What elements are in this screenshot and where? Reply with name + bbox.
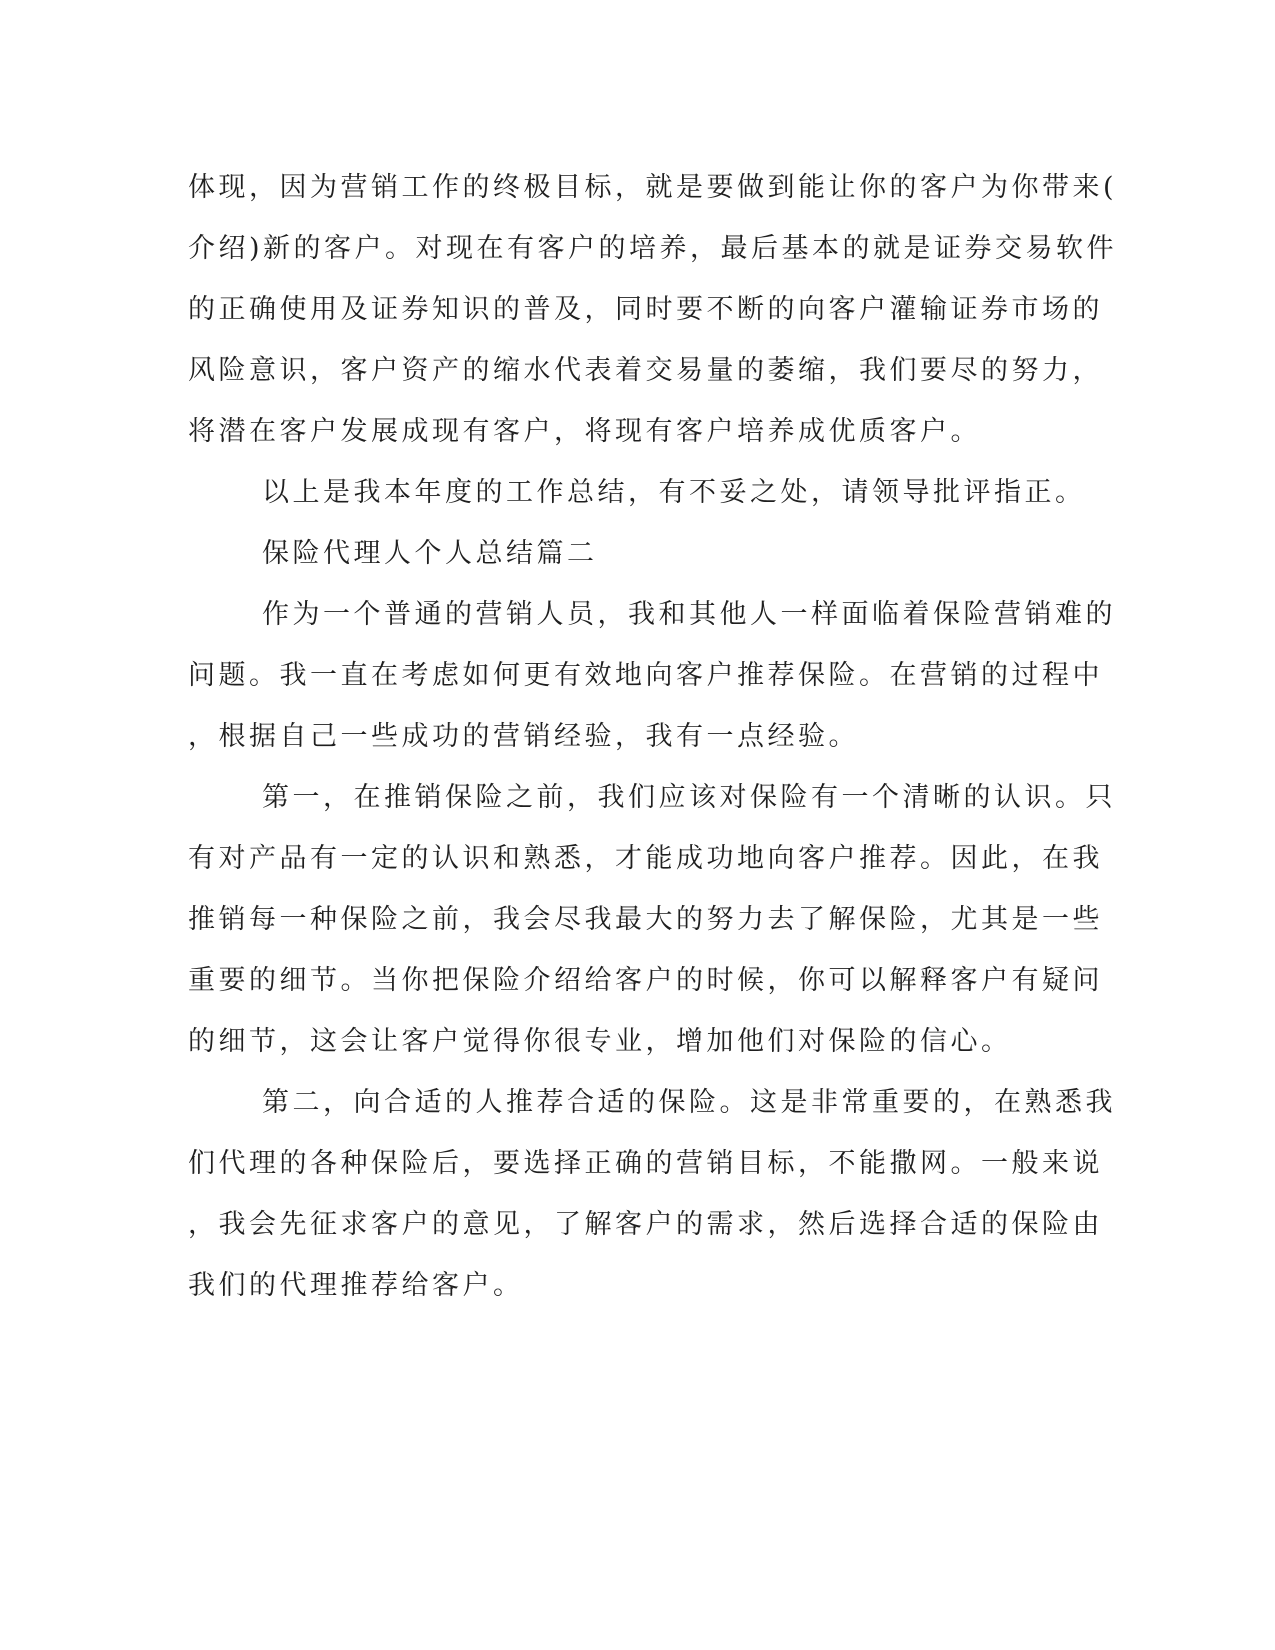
text-line: 将潜在客户发展成现有客户，将现有客户培养成优质客户。 bbox=[188, 416, 981, 447]
document-body bbox=[188, 157, 1118, 1316]
text-line: ，我会先征求客户的意见，了解客户的需求，然后选择合适的保险由 bbox=[188, 1209, 1103, 1240]
section-heading: 保险代理人个人总结篇二 bbox=[262, 538, 598, 569]
text-line: 问题。我一直在考虑如何更有效地向客户推荐保险。在营销的过程中 bbox=[188, 660, 1103, 691]
text-line: 体现，因为营销工作的终极目标，就是要做到能让你的客户为你带来( bbox=[188, 172, 1118, 203]
text-line: 重要的细节。当你把保险介绍给客户的时候，你可以解释客户有疑问 bbox=[188, 965, 1103, 996]
text-line: 介绍)新的客户。对现在有客户的培养，最后基本的就是证券交易软件 bbox=[188, 233, 1118, 264]
text-line: 风险意识，客户资产的缩水代表着交易量的萎缩，我们要尽的努力， bbox=[188, 355, 1103, 386]
text-line: 的细节，这会让客户觉得你很专业，增加他们对保险的信心。 bbox=[188, 1026, 1012, 1057]
text-line: 我们的代理推荐给客户。 bbox=[188, 1270, 524, 1301]
closing-line: 以上是我本年度的工作总结，有不妥之处，请领导批评指正。 bbox=[262, 477, 1086, 508]
text-line: 作为一个普通的营销人员，我和其他人一样面临着保险营销难的 bbox=[262, 599, 1116, 630]
text-line: 推销每一种保险之前，我会尽我最大的努力去了解保险，尤其是一些 bbox=[188, 904, 1103, 935]
text-line: ，根据自己一些成功的营销经验，我有一点经验。 bbox=[188, 721, 859, 752]
text-line: 第二，向合适的人推荐合适的保险。这是非常重要的，在熟悉我 bbox=[262, 1087, 1116, 1118]
text-line: 的正确使用及证券知识的普及，同时要不断的向客户灌输证券市场的 bbox=[188, 294, 1103, 325]
text-line: 第一，在推销保险之前，我们应该对保险有一个清晰的认识。只 bbox=[262, 782, 1116, 813]
text-line: 有对产品有一定的认识和熟悉，才能成功地向客户推荐。因此，在我 bbox=[188, 843, 1103, 874]
text-line: 们代理的各种保险后，要选择正确的营销目标，不能撒网。一般来说 bbox=[188, 1148, 1103, 1179]
